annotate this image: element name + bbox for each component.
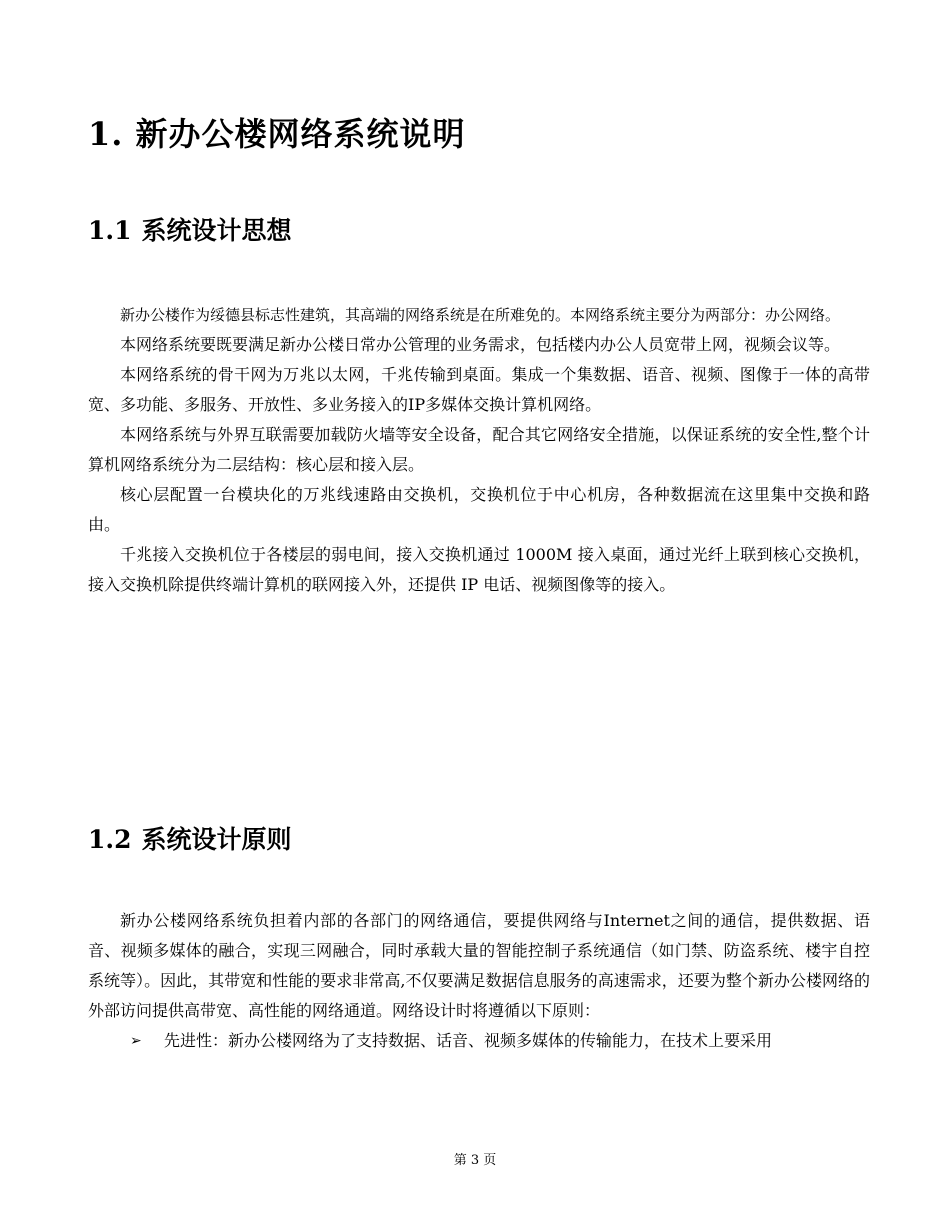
paragraph: 本网络系统的骨干网为万兆以太网，千兆传输到桌面。集成一个集数据、语音、视频、图像于一体的高带宽、多功能、多服务、开放性、多业务接入的IP多媒体交换计算机网络。 bbox=[88, 365, 870, 414]
section-title: 系统设计思想 bbox=[141, 216, 292, 245]
paragraph: 新办公楼网络系统负担着内部的各部门的网络通信，要提供网络与Internet之间的通信，提供数据、语音、视频多媒体的融合，实现三网融合，同时承载大量的智能控制子系统通信（如门禁、防盗系统、楼宇自控系统等）。因此，其带宽和性能的要求非常高,不仅要满足数据信息服务的高速需求，还要为整个新办公楼网络的外部访问提供高带宽、高性能的网络通道。网络设计时将遵循以下原则： bbox=[88, 911, 870, 1020]
paragraph: 新办公楼作为绥德县标志性建筑，其高端的网络系统是在所难免的。本网络系统主要分为两部分：办公网络。 bbox=[120, 306, 841, 324]
section-number: 1.1 bbox=[88, 216, 132, 245]
arrow-bullet-icon: ➢ bbox=[130, 1033, 142, 1049]
section-number: 1.2 bbox=[88, 825, 132, 854]
section-heading-1-1 bbox=[88, 214, 292, 248]
section-title: 系统设计原则 bbox=[141, 825, 292, 854]
page-number: 第 3 页 bbox=[453, 1153, 497, 1168]
chapter-heading: 1. 新办公楼网络系统说明 bbox=[88, 115, 466, 153]
bullet-item bbox=[88, 1026, 870, 1056]
section-1-1-body bbox=[88, 300, 870, 600]
bullet-text: 先进性：新办公楼网络为了支持数据、话音、视频多媒体的传输能力，在技术上要采用 bbox=[164, 1031, 773, 1050]
paragraph: 本网络系统与外界互联需要加载防火墙等安全设备，配合其它网络安全措施，以保证系统的安全性,整个计算机网络系统分为二层结构：核心层和接入层。 bbox=[88, 425, 870, 474]
section-heading-1-2 bbox=[88, 823, 292, 857]
paragraph: 千兆接入交换机位于各楼层的弱电间，接入交换机通过 1000M 接入桌面，通过光纤上联到核心交换机，接入交换机除提供终端计算机的联网接入外，还提供 IP 电话、视频图像等的接入。 bbox=[88, 545, 870, 594]
section-1-2-body bbox=[88, 906, 870, 1056]
paragraph: 核心层配置一台模块化的万兆线速路由交换机，交换机位于中心机房，各种数据流在这里集中交换和路由。 bbox=[88, 485, 870, 534]
paragraph: 本网络系统要既要满足新办公楼日常办公管理的业务需求，包括楼内办公人员宽带上网，视频会议等。 bbox=[120, 335, 841, 354]
